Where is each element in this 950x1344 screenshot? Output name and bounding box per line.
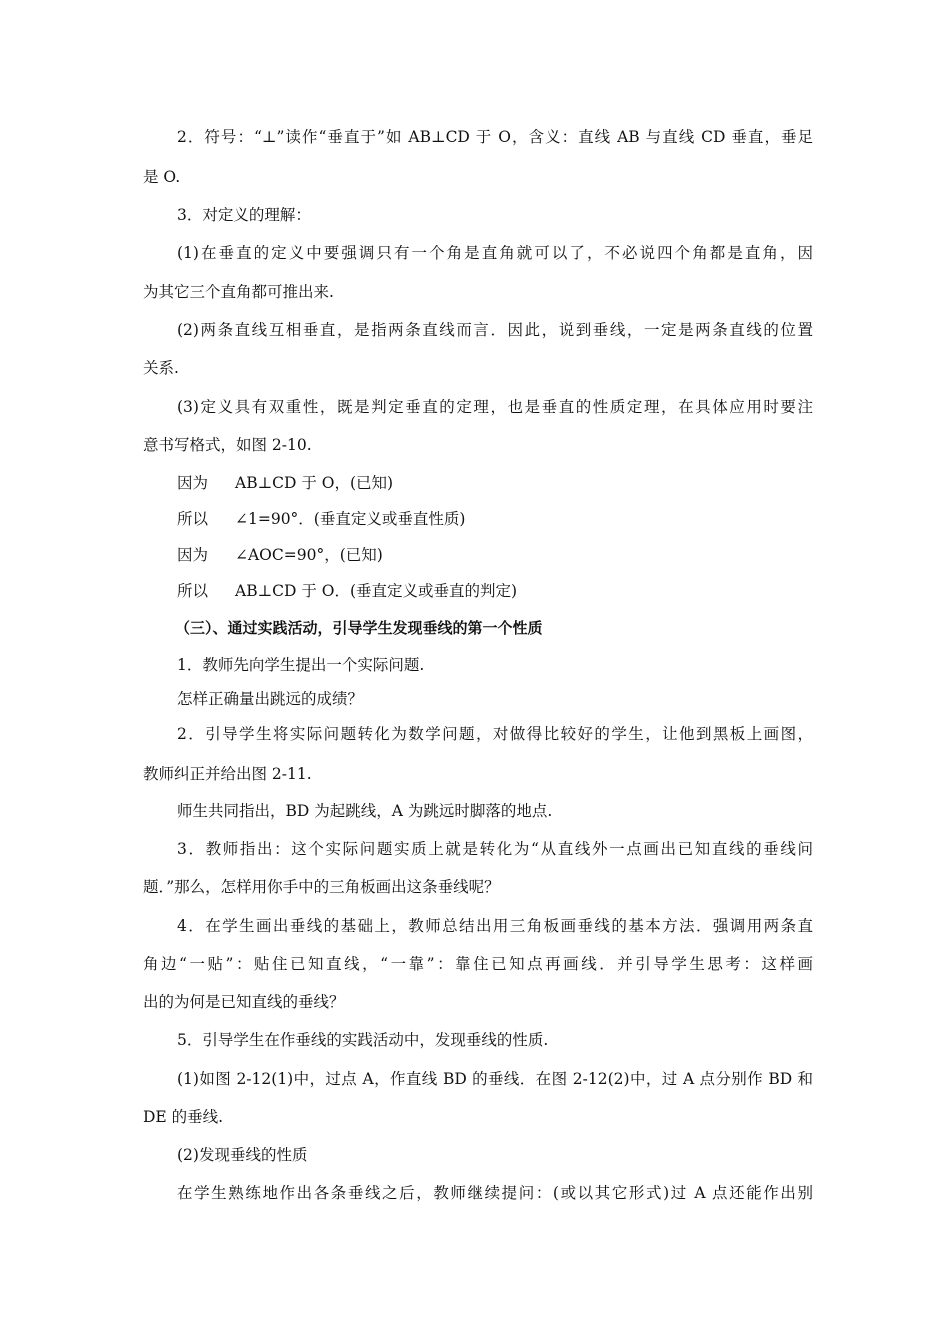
paragraph-line: 2．引导学生将实际问题转化为数学问题，对做得比较好的学生，让他到黑板上画图， xyxy=(177,725,813,743)
proof-text: AB⊥CD 于 O，(已知) xyxy=(235,474,394,492)
paragraph-line: 关系. xyxy=(143,359,179,377)
paragraph-line: 怎样正确量出跳远的成绩？ xyxy=(177,690,364,708)
paragraph-line: 出的为何是已知直线的垂线？ xyxy=(143,993,345,1011)
paragraph-line: 角边“一贴”：贴住已知直线，“一靠”：靠住已知点再画线．并引导学生思考：这样画 xyxy=(143,955,813,973)
proof-step xyxy=(177,580,517,602)
paragraph-line: DE 的垂线. xyxy=(143,1108,224,1126)
section-heading: （三）、通过实践活动，引导学生发现垂线的第一个性质 xyxy=(175,619,543,637)
paragraph-line: 3．对定义的理解： xyxy=(177,206,311,224)
paragraph-line: 师生共同指出，BD 为起跳线，A 为跳远时脚落的地点. xyxy=(177,802,553,820)
paragraph-line: 为其它三个直角都可推出来. xyxy=(143,283,334,301)
paragraph-line: (1)如图 2-12(1)中，过点 A，作直线 BD 的垂线．在图 2-12(2)中，过 A 点分别作 BD 和 xyxy=(177,1070,813,1088)
proof-text: ∠1=90°．(垂直定义或垂直性质) xyxy=(235,510,466,528)
paragraph-line: (2)发现垂线的性质 xyxy=(177,1146,308,1164)
paragraph-line: 在学生熟练地作出各条垂线之后，教师继续提问：(或以其它形式)过 A 点还能作出别 xyxy=(177,1184,813,1202)
paragraph-line: 1．教师先向学生提出一个实际问题. xyxy=(177,656,425,674)
paragraph-line: 4．在学生画出垂线的基础上，教师总结出用三角板画垂线的基本方法．强调用两条直 xyxy=(177,917,813,935)
paragraph-line: 教师纠正并给出图 2-11. xyxy=(143,765,312,783)
proof-step xyxy=(177,544,383,566)
proof-step xyxy=(177,472,393,494)
paragraph-line: (2)两条直线互相垂直，是指两条直线而言．因此，说到垂线，一定是两条直线的位置 xyxy=(177,321,813,339)
paragraph-line: 是 O. xyxy=(143,168,181,186)
proof-label: 因为 xyxy=(177,546,209,564)
proof-text: AB⊥CD 于 O．(垂直定义或垂直的判定) xyxy=(235,582,518,600)
paragraph-line: (1)在垂直的定义中要强调只有一个角是直角就可以了，不必说四个角都是直角，因 xyxy=(177,244,813,262)
paragraph-line: (3)定义具有双重性，既是判定垂直的定理，也是垂直的性质定理，在具体应用时要注 xyxy=(177,398,813,416)
proof-label: 因为 xyxy=(177,474,209,492)
paragraph-line: 2．符号：“⊥”读作“垂直于”如 AB⊥CD 于 O，含义：直线 AB 与直线 CD 垂直，垂足 xyxy=(177,128,813,146)
proof-label: 所以 xyxy=(177,510,209,528)
paragraph-line: 3．教师指出：这个实际问题实质上就是转化为“从直线外一点画出已知直线的垂线问 xyxy=(177,840,813,858)
paragraph-line: 5．引导学生在作垂线的实践活动中，发现垂线的性质. xyxy=(177,1031,549,1049)
proof-label: 所以 xyxy=(177,582,209,600)
proof-step xyxy=(177,508,465,530)
proof-text: ∠AOC=90°，(已知) xyxy=(235,546,383,564)
paragraph-line: 题．”那么，怎样用你手中的三角板画出这条垂线呢？ xyxy=(143,878,500,896)
paragraph-line: 意书写格式，如图 2-10. xyxy=(143,436,312,454)
